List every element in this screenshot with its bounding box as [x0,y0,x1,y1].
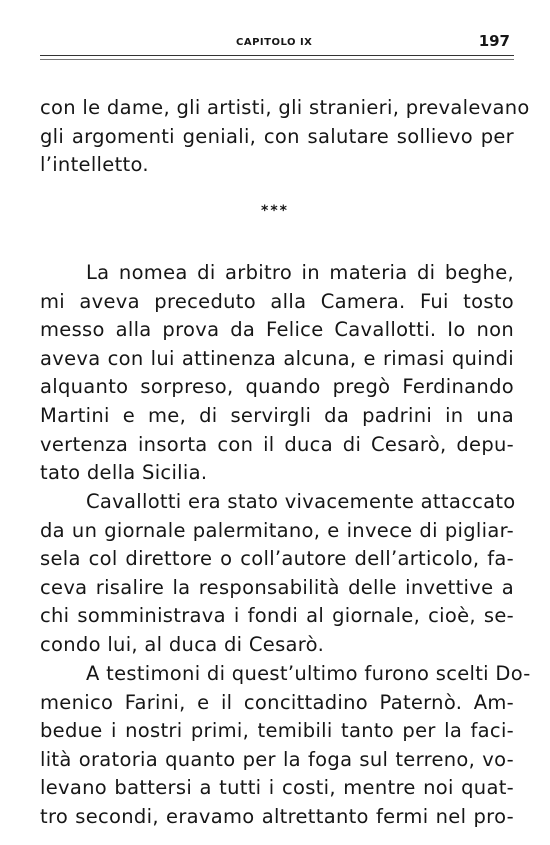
text-line: lità oratoria quanto per la foga sul terreno, vo- [40,747,514,771]
section-separator: *** [261,203,289,219]
header-rule-thin [40,59,514,60]
page-number: 197 [478,32,510,50]
chapter-title: CAPITOLO IX [236,37,313,48]
text-line: bedue i nostri primi, temibili tanto per la faci- [40,719,514,743]
text-line: l’intelletto. [40,153,149,177]
text-line: gli argomenti geniali, con salutare sollievo per [40,124,514,148]
paragraph-4 [40,660,531,832]
text-line: A testimoni di quest’ultimo furono scelti Do- [86,662,531,685]
text-line: chi somministrava i fondi al giornale, cioè, se- [40,604,514,628]
text-line: con le dame, gli artisti, gli stranieri, prevalevano [40,96,530,119]
text-line: aveva con lui attinenza alcuna, e rimasi quindi [40,346,514,370]
text-line: Cavallotti era stato vivacemente attaccato [86,490,516,513]
text-line: vertenza insorta con il duca di Cesarò, depu- [40,432,514,456]
text-line: La nomea di arbitro in materia di beghe, [86,261,514,284]
paragraph-3 [40,488,514,660]
text-line: levano battersi a tutti i costi, mentre noi quat- [40,776,514,800]
text-line: ceva risalire la responsabilità delle invettive a [40,575,514,599]
text-line: tato della Sicilia. [40,461,208,485]
header-rule [40,55,514,56]
text-line: messo alla prova da Felice Cavallotti. Io non [40,318,514,342]
running-head [40,34,514,52]
text-line: condo lui, al duca di Cesarò. [40,632,325,656]
paragraph-2 [40,259,514,488]
paragraph-1 [40,94,530,180]
text-line: Martini e me, di servirgli da padrini in una [40,403,514,427]
text-line: sela col direttore o coll’autore dell’articolo, fa- [40,547,514,571]
text-line: alquanto sorpreso, quando pregò Ferdinando [40,375,514,399]
text-line: da un giornale palermitano, e invece di pigliar- [40,518,514,542]
text-line: menico Farini, e il concittadino Paternò. Am- [40,690,514,714]
text-line: mi aveva preceduto alla Camera. Fui tosto [40,289,514,313]
text-line: tro secondi, eravamo altrettanto fermi nel pro- [40,804,514,828]
